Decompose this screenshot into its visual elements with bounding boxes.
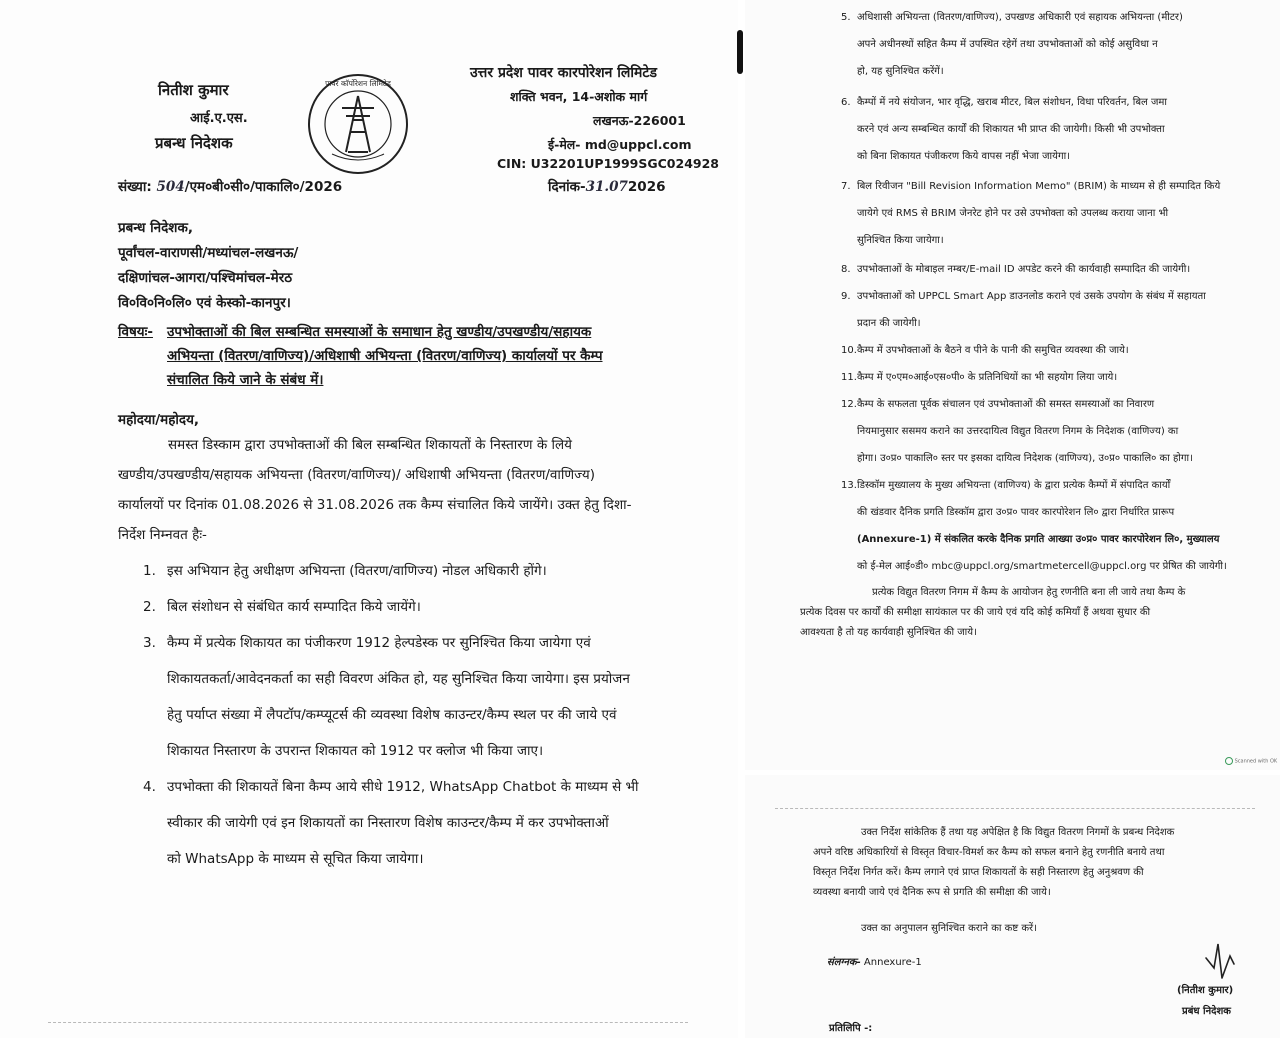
page-top-edge — [775, 808, 1255, 810]
scan-edge-mark — [737, 30, 743, 74]
date-handwritten: 31.07 — [585, 179, 628, 195]
closing-line: प्रत्येक दिवस पर कार्यों की समीक्षा सायंकाल पर की जाये एवं यदि कोई कमियाँ हैं अथवा सुधार की — [800, 607, 1151, 618]
uppcl-logo — [306, 72, 410, 176]
item-number: 12. — [841, 399, 857, 410]
item-line: उपभोक्ताओं को UPPCL Smart App डाउनलोड कराने एवं उसके उपयोग के संबंध में सहायता — [857, 291, 1206, 302]
page-divider — [738, 0, 745, 1038]
instructions-list-continued — [841, 4, 1263, 580]
svg-text:पावर कॉर्पोरेशन लिमिटेड: पावर कॉर्पोरेशन लिमिटेड — [325, 79, 391, 88]
scanner-watermark-text: Scanned with OK — [1234, 758, 1278, 765]
org-email: ई-मेल- md@uppcl.com — [548, 137, 692, 152]
ref-prefix: संख्या: — [118, 179, 152, 195]
para-line: व्यवस्था बनायी जाये एवं दैनिक रूप से प्रगति की समीक्षा की जाये। — [813, 887, 1051, 898]
recipient-block — [118, 216, 298, 316]
intro-line: समस्त डिस्काम द्वारा उपभोक्ताओं की बिल सम्बन्धित शिकायतों के निस्तारण के लिये — [168, 437, 572, 453]
compliance-line: उक्त का अनुपालन सुनिश्चित कराने का कष्ट करें। — [861, 923, 1037, 934]
date-prefix: दिनांक- — [548, 179, 586, 195]
item-line: शिकायत निस्तारण के उपरान्त शिकायत को 1912 पर क्लोज भी किया जाए। — [167, 743, 544, 759]
copy-to-label: प्रतिलिपि -: — [829, 1023, 873, 1034]
item-line: करने एवं अन्य सम्बन्धित कार्यों की शिकायत भी प्राप्त की जायेगी। किसी भी उपभोक्ता — [857, 124, 1165, 135]
item-line: प्रदान की जायेगी। — [857, 318, 921, 329]
item-line: होगा। उ०प्र० पाकालि० स्तर पर इसका दायित्व निदेशक (वाणिज्य), उ०प्र० पाकालि० का होगा। — [857, 453, 1193, 464]
signatory-designation: प्रबंध निदेशक — [1182, 1006, 1231, 1017]
item-line: कैम्प में ए०एम०आई०एस०पी० के प्रतिनिधियों का भी सहयोग लिया जाये। — [857, 372, 1118, 383]
item-line: सुनिश्चित किया जायेगा। — [857, 235, 944, 246]
salutation: महोदया/महोदय, — [118, 412, 200, 428]
ref-suffix: /एम०बी०सी०/पाकालि०/2026 — [184, 179, 343, 195]
item-line: को WhatsApp के माध्यम से सूचित किया जायेगा। — [167, 851, 424, 867]
enclosure — [827, 954, 922, 968]
enclosure-value: Annexure-1 — [863, 957, 922, 968]
recipient-line: वि०वि०नि०लि० एवं केस्को-कानपुर। — [118, 295, 291, 311]
signature — [1200, 938, 1240, 983]
para-line: विस्तृत निर्देश निर्गत करें। कैम्प लगाने एवं प्राप्त शिकायतों के सही निस्तारण हेतु अनुश्रवण की — [813, 867, 1144, 878]
list-item — [143, 589, 693, 625]
item-number: 1. — [143, 563, 156, 579]
intro-paragraph — [118, 430, 690, 550]
item-number: 11. — [841, 372, 857, 383]
sender-name: नितीश कुमार — [158, 81, 229, 99]
item-line: उपभोक्ता की शिकायतें बिना कैम्प आये सीधे 1912, WhatsApp Chatbot के माध्यम से भी — [167, 779, 639, 795]
item-number: 6. — [841, 97, 851, 108]
item-line: इस अभियान हेतु अधीक्षण अभियन्ता (वितरण/वाणिज्य) नोडल अधिकारी होंगे। — [167, 563, 547, 579]
list-item — [841, 89, 1263, 170]
item-line: बिल रिवीजन "Bill Revision Information Memo" (BRIM) के माध्यम से ही सम्पादित किये — [857, 181, 1221, 192]
instructions-list — [143, 553, 693, 877]
item-line: (Annexure-1) में संकलित करके दैनिक प्रगति आख्या उ०प्र० पावर कारपोरेशन लि०, मुख्यालय — [857, 534, 1220, 545]
item-line: को ई-मेल आई०डी० mbc@uppcl.org/smartmetercell@uppcl.org पर प्रेषित की जायेगी। — [857, 561, 1227, 572]
item-line: कैम्प में प्रत्येक शिकायत का पंजीकरण 1912 हेल्पडेस्क पर सुनिश्चित किया जायेगा एवं — [167, 635, 591, 651]
item-line: अधिशासी अभियन्ता (वितरण/वाणिज्य), उपखण्ड अधिकारी एवं सहायक अभियन्ता (मीटर) — [857, 12, 1183, 23]
para-line: अपने वरिष्ठ अधिकारियों से विस्तृत विचार-विमर्श कर कैम्प को सफल बनाने हेतु रणनीति बनाये तथा — [813, 847, 1165, 858]
para-line: उक्त निर्देश सांकेतिक हैं तथा यह अपेक्षित है कि विद्युत वितरण निगमों के प्रबन्ध निदेशक — [861, 827, 1175, 838]
item-line: कैम्पों में नये संयोजन, भार वृद्धि, खराब मीटर, बिल संशोधन, विधा परिवर्तन, बिल जमा — [857, 97, 1167, 108]
list-item — [841, 364, 1263, 391]
item-line: शिकायतकर्ता/आवेदनकर्ता का सही विवरण अंकित हो, यह सुनिश्चित किया जायेगा। इस प्रयोजन — [167, 671, 630, 687]
reference-number — [118, 177, 342, 195]
page-bottom-edge — [48, 1022, 688, 1024]
letter-page-3 — [745, 775, 1280, 1038]
list-item — [841, 4, 1263, 85]
recipient-line: पूर्वांचल-वाराणसी/मध्यांचल-लखनऊ/ — [118, 245, 299, 261]
scanner-watermark — [1225, 757, 1277, 765]
subject-label — [118, 320, 153, 344]
item-line: की खंडवार दैनिक प्रगति डिस्कॉम द्वारा उ०प्र० पावर कारपोरेशन लि० द्वारा निर्धारित प्रारूप — [857, 507, 1175, 518]
list-item — [841, 173, 1263, 254]
subject-line: उपभोक्ताओं की बिल सम्बन्धित समस्याओं के समाधान हेतु खण्डीय/उपखण्डीय/सहायक — [167, 324, 592, 340]
item-line: को बिना शिकायत पंजीकरण किये वापस नहीं भेजा जायेगा। — [857, 151, 1070, 162]
list-item — [841, 283, 1263, 337]
item-line: कैम्प के सफलता पूर्वक संचालन एवं उपभोक्ताओं की समस्त समस्याओं का निवारण — [857, 399, 1155, 410]
org-cin: CIN: U32201UP1999SGC024928 — [497, 156, 719, 171]
intro-line: निर्देश निम्नवत हैः- — [118, 527, 207, 543]
enclosure-label: संलग्नक- — [827, 957, 861, 968]
item-line: उपभोक्ताओं के मोबाइल नम्बर/E-mail ID अपडेट करने की कार्यवाही सम्पादित की जायेगी। — [857, 264, 1191, 275]
item-number: 3. — [143, 635, 156, 651]
closing-line: प्रत्येक विद्युत वितरण निगम में कैम्प के आयोजन हेतु रणनीति बना ली जाये तथा कैम्प के — [872, 587, 1186, 598]
list-item — [841, 391, 1263, 472]
closing-line: आवश्यता है तो यह कार्यवाही सुनिश्चित की जाये। — [800, 627, 977, 638]
item-number: 13. — [841, 480, 857, 491]
item-number: 9. — [841, 291, 851, 302]
item-number: 4. — [143, 779, 156, 795]
list-item — [143, 769, 693, 877]
intro-line: खण्डीय/उपखण्डीय/सहायक अभियन्ता (वितरण/वाणिज्य)/ अधिशाषी अभियन्ता (वितरण/वाणिज्य) — [118, 467, 595, 483]
item-line: डिस्कॉम मुख्यालय के मुख्य अभियन्ता (वाणिज्य) के द्वारा प्रत्येक कैम्पों में संपादित कार्यों — [857, 480, 1171, 491]
item-number: 8. — [841, 264, 851, 275]
letter-date — [548, 177, 665, 195]
list-item — [841, 337, 1263, 364]
org-name: उत्तर प्रदेश पावर कारपोरेशन लिमिटेड — [470, 65, 657, 81]
item-line: कैम्प में उपभोक्ताओं के बैठने व पीने के पानी की समुचित व्यवस्था की जाये। — [857, 345, 1129, 356]
item-number: 10. — [841, 345, 857, 356]
intro-line: कार्यालयों पर दिनांक 01.08.2026 से 31.08.2026 तक कैम्प संचालित किये जायेंगे। उक्त हेतु दिशा- — [118, 497, 632, 513]
item-line: जायेगे एवं RMS से BRIM जेनरेट होने पर उसे उपभोक्ता को उपलब्ध कराया जाना भी — [857, 208, 1169, 219]
recipient-line: प्रबन्ध निदेशक, — [118, 220, 193, 236]
letter-page-2 — [745, 0, 1280, 770]
item-number: 5. — [841, 12, 851, 23]
ref-number-handwritten: 504 — [156, 179, 185, 195]
date-suffix: 2026 — [627, 179, 666, 195]
list-item — [841, 472, 1263, 580]
org-address: शक्ति भवन, 14-अशोक मार्ग — [510, 89, 648, 104]
org-city: लखनऊ-226001 — [593, 113, 686, 128]
subject-text — [167, 320, 687, 392]
subject-line: अभियन्ता (वितरण/वाणिज्य)/अधिशाषी अभियन्ता (वितरण/वाणिज्य) कार्यालयों पर कैम्प — [167, 348, 603, 364]
signatory-name: (नितीश कुमार) — [1177, 985, 1234, 996]
item-line: हेतु पर्याप्त संख्या में लैपटॉप/कम्प्यूटर्स की व्यवस्था विशेष काउन्टर/कैम्प स्थल पर की जाये एवं — [167, 707, 617, 723]
item-line: अपने अधीनस्थों सहित कैम्प में उपस्थित रहेगें तथा उपभोक्ताओं को कोई असुविधा न — [857, 39, 1158, 50]
closing-paragraph — [800, 583, 1265, 643]
scanner-logo-icon — [1225, 757, 1233, 765]
sender-service: आई.ए.एस. — [190, 111, 248, 126]
subject-line: संचालित किये जाने के संबंध में। — [167, 372, 324, 388]
list-item — [143, 625, 693, 769]
instruction-paragraph — [813, 823, 1265, 903]
item-number: 2. — [143, 599, 156, 615]
sender-designation: प्रबन्ध निदेशक — [155, 134, 233, 152]
item-line: हो, यह सुनिश्चित करेंगें। — [857, 66, 944, 77]
item-line: बिल संशोधन से संबंधित कार्य सम्पादित किये जायेंगे। — [167, 599, 421, 615]
subject-label-text: विषयः- — [118, 324, 153, 340]
list-item — [841, 256, 1263, 283]
item-line: नियमानुसार ससमय कराने का उत्तरदायित्व विद्युत वितरण निगम के निदेशक (वाणिज्य) का — [857, 426, 1179, 437]
list-item — [143, 553, 693, 589]
item-line: स्वीकार की जायेगी एवं इन शिकायतों का निस्तारण विशेष काउन्टर/कैम्प में कर उपभोक्ताओं — [167, 815, 609, 831]
item-number: 7. — [841, 181, 851, 192]
recipient-line: दक्षिणांचल-आगरा/पश्चिमांचल-मेरठ — [118, 270, 293, 286]
